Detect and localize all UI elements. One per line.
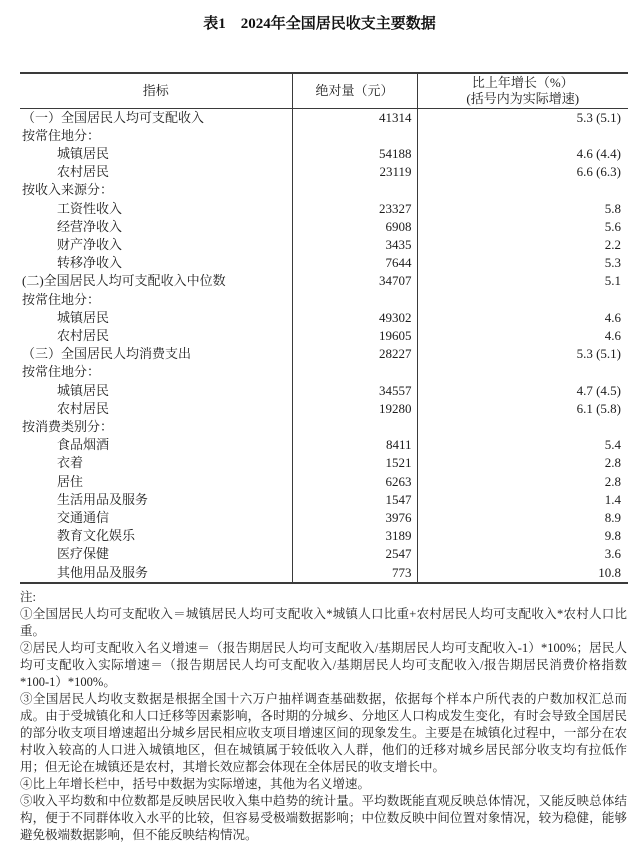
value-cell: 41314: [292, 108, 417, 127]
growth-cell: 5.6: [417, 218, 628, 236]
indicator-cell: 农村居民: [57, 164, 110, 180]
indicator-cell: 农村居民: [57, 327, 110, 343]
growth-cell: 5.4: [417, 436, 628, 454]
table-row: [20, 418, 628, 436]
value-cell: 23327: [292, 200, 417, 218]
table-row: [20, 309, 628, 327]
value-cell: 3435: [292, 236, 417, 254]
table-row: [20, 327, 628, 345]
growth-cell: 2.8: [417, 473, 628, 491]
growth-cell: 5.8: [417, 200, 628, 218]
growth-cell: 8.9: [417, 509, 628, 527]
table-row: [20, 400, 628, 418]
growth-cell: [417, 363, 628, 381]
value-cell: 1547: [292, 491, 417, 509]
value-cell: 28227: [292, 345, 417, 363]
value-cell: [292, 363, 417, 381]
indicator-cell: 其他用品及服务: [57, 564, 149, 580]
growth-cell: 5.1: [417, 272, 628, 290]
table-row: [20, 108, 628, 127]
growth-cell: [417, 291, 628, 309]
value-cell: [292, 418, 417, 436]
growth-cell: 2.2: [417, 236, 628, 254]
indicator-cell: （一）全国居民人均可支配收入: [22, 109, 205, 125]
note-item: ⑤收入平均数和中位数都是反映居民收入集中趋势的统计量。平均数既能直观反映总体情况，又能反映总体结构，便于不同群体收入水平的比较，但容易受极端数据影响；中位数反映中间位置对象情况，较为稳健，能够避免极端数据影响，但不能反映结构情况。: [20, 793, 627, 842]
table-row: [20, 163, 628, 181]
income-expenditure-table: [20, 72, 628, 584]
indicator-cell: 教育文化娱乐: [57, 528, 136, 544]
note-item: ④比上年增长栏中，括号中数据为实际增速，其他为名义增速。: [20, 776, 371, 791]
table-row: [20, 491, 628, 509]
indicator-cell: 生活用品及服务: [57, 491, 149, 507]
value-cell: 34707: [292, 272, 417, 290]
growth-cell: 1.4: [417, 491, 628, 509]
growth-cell: 4.7 (4.5): [417, 382, 628, 400]
indicator-cell: 工资性收入: [57, 200, 123, 216]
value-cell: 1521: [292, 454, 417, 472]
indicator-cell: 食品烟酒: [57, 437, 110, 453]
table-row: [20, 436, 628, 454]
growth-cell: 4.6: [417, 327, 628, 345]
indicator-cell: 经营净收入: [57, 218, 123, 234]
note-item: ①全国居民人均可支配收入＝城镇居民人均可支配收入*城镇人口比重+农村居民人均可支配收入*农村人口比重。: [20, 606, 627, 638]
value-cell: 49302: [292, 309, 417, 327]
table-row: [20, 345, 628, 363]
indicator-cell: 居住: [57, 473, 84, 489]
value-cell: [292, 291, 417, 309]
value-cell: 19605: [292, 327, 417, 345]
table-row: [20, 545, 628, 563]
growth-cell: 4.6 (4.4): [417, 145, 628, 163]
table-row: [20, 127, 628, 145]
growth-cell: [417, 127, 628, 145]
indicator-cell: 医疗保健: [57, 546, 110, 562]
table-row: [20, 254, 628, 272]
growth-cell: 10.8: [417, 564, 628, 583]
indicator-cell: 城镇居民: [57, 145, 110, 161]
indicator-cell: 城镇居民: [57, 382, 110, 398]
notes-section: [20, 589, 627, 844]
growth-cell: 5.3 (5.1): [417, 108, 628, 127]
indicator-cell: 按常住地分：: [22, 364, 101, 380]
indicator-cell: （三）全国居民人均消费支出: [22, 346, 192, 362]
header-indicator: 指标: [20, 73, 292, 108]
table-row: [20, 454, 628, 472]
indicator-cell: 农村居民: [57, 400, 110, 416]
indicator-cell: 按收入来源分：: [22, 182, 114, 198]
value-cell: 7644: [292, 254, 417, 272]
growth-cell: 2.8: [417, 454, 628, 472]
table-row: [20, 509, 628, 527]
value-cell: 3976: [292, 509, 417, 527]
value-cell: 3189: [292, 527, 417, 545]
indicator-cell: 按常住地分：: [22, 127, 101, 143]
indicator-cell: 转移净收入: [57, 255, 123, 271]
value-cell: 2547: [292, 545, 417, 563]
header-growth-line2: (括号内为实际增速): [466, 90, 580, 106]
table-row: [20, 291, 628, 309]
growth-cell: 9.8: [417, 527, 628, 545]
growth-cell: [417, 418, 628, 436]
indicator-cell: 财产净收入: [57, 236, 123, 252]
table-row: [20, 564, 628, 583]
value-cell: 6908: [292, 218, 417, 236]
indicator-cell: (二)全国居民人均可支配收入中位数: [22, 273, 226, 289]
table-row: [20, 363, 628, 381]
header-growth-line1: 比上年增长（%）: [471, 74, 574, 90]
indicator-cell: 按消费类别分：: [22, 418, 114, 434]
value-cell: 8411: [292, 436, 417, 454]
growth-cell: 4.6: [417, 309, 628, 327]
indicator-cell: 衣着: [57, 455, 84, 471]
value-cell: [292, 127, 417, 145]
value-cell: 6263: [292, 473, 417, 491]
table-row: [20, 181, 628, 199]
growth-cell: 5.3: [417, 254, 628, 272]
page-title: 表1 2024年全国居民收支主要数据: [203, 16, 436, 32]
table-row: [20, 473, 628, 491]
growth-cell: 3.6: [417, 545, 628, 563]
table-row: [20, 527, 628, 545]
table-row: [20, 218, 628, 236]
table-row: [20, 145, 628, 163]
indicator-cell: 交通通信: [57, 509, 110, 525]
table-row: [20, 236, 628, 254]
header-absolute: 绝对量（元）: [292, 73, 417, 108]
value-cell: [292, 181, 417, 199]
growth-cell: 5.3 (5.1): [417, 345, 628, 363]
growth-cell: [417, 181, 628, 199]
notes-list: [20, 606, 627, 844]
table-header: [20, 73, 628, 108]
value-cell: 23119: [292, 163, 417, 181]
table-row: [20, 382, 628, 400]
indicator-cell: 按常住地分：: [22, 291, 101, 307]
value-cell: 54188: [292, 145, 417, 163]
page: [0, 14, 639, 844]
growth-cell: 6.1 (5.8): [417, 400, 628, 418]
table-row: [20, 272, 628, 290]
value-cell: 19280: [292, 400, 417, 418]
table-body: [20, 108, 628, 583]
table-row: [20, 200, 628, 218]
notes-label: 注:: [20, 589, 36, 604]
header-growth: [417, 73, 628, 108]
value-cell: 34557: [292, 382, 417, 400]
indicator-cell: 城镇居民: [57, 309, 110, 325]
growth-cell: 6.6 (6.3): [417, 163, 628, 181]
header-row: [20, 73, 628, 108]
note-item: ③全国居民人均收支数据是根据全国十六万户抽样调查基础数据，依据每个样本户所代表的户数加权汇总而成。由于受城镇化和人口迁移等因素影响，各时期的分城乡、分地区人口构成发生变化，有时会导致全国居民的部分收支项目增速超出分城乡居民相应收支项目增速区间的现象发生。主要是在城镇化过程中，一部分在农村收入较高的人口进入城镇地区，但在城镇属于较低收入人群，他们的迁移对城乡居民部分收支均有拉低作用；但无论在城镇还是农村，其增长效应都会体现在全体居民的收支增长中。: [20, 691, 627, 774]
note-item: ②居民人均可支配收入名义增速＝（报告期居民人均可支配收入/基期居民人均可支配收入-1）*100%；居民人均可支配收入实际增速＝（报告期居民人均可支配收入/基期居民人均可支配收入/报告期居民消费价格指数*100-1）*100%。: [20, 640, 627, 689]
value-cell: 773: [292, 564, 417, 583]
